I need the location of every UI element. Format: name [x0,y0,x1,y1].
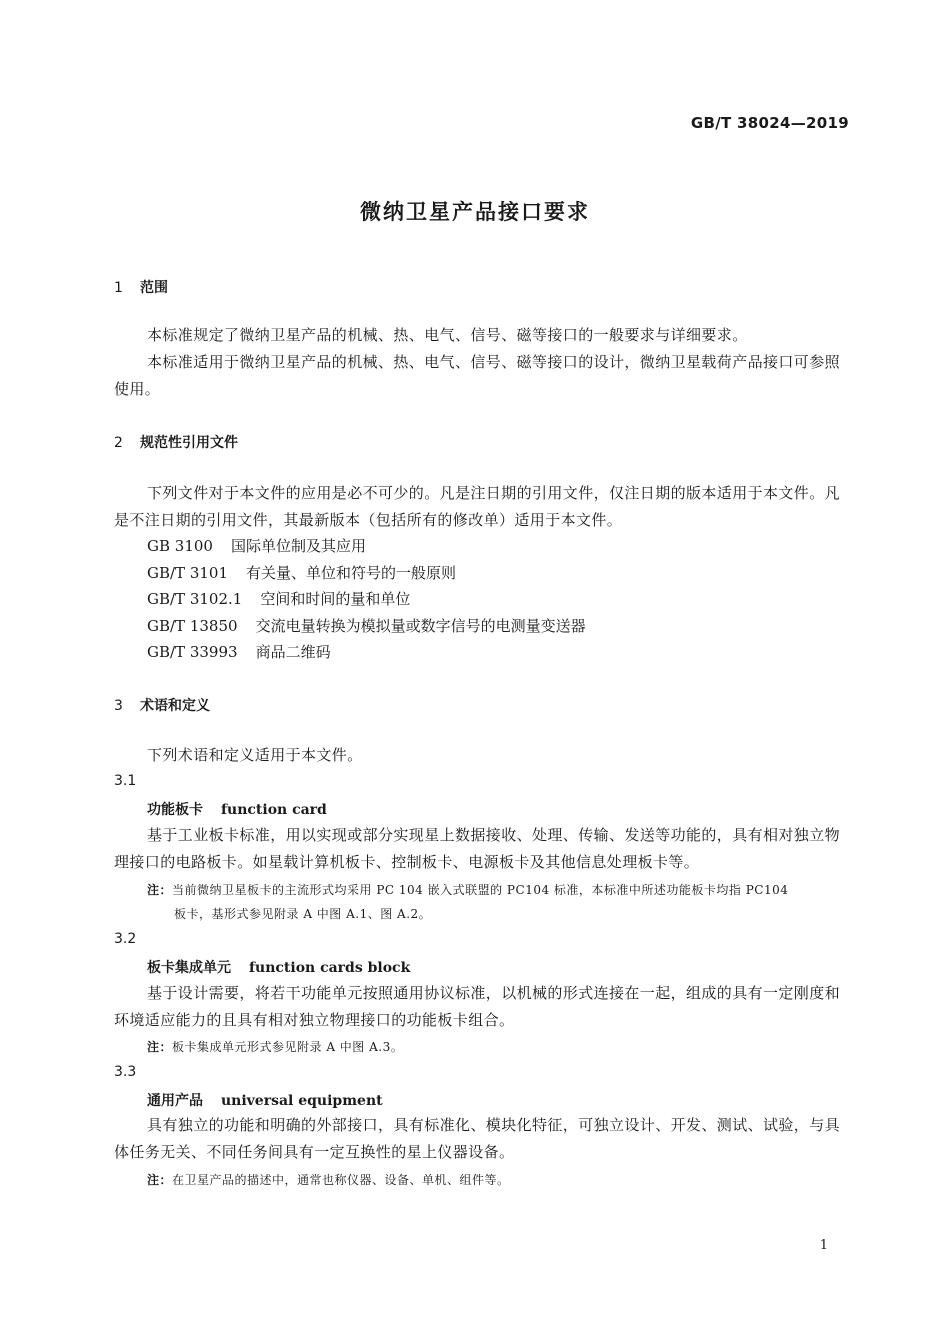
term-heading: 通用产品 universal equipment [147,1093,383,1109]
term-note: 注：当前微纳卫星板卡的主流形式均采用 PC 104 嵌入式联盟的 PC104 标准，本标准中所述功能板卡均指 PC104 板卡，基形式参见附录 A 中图 A.1、图 A.2。 [147,883,789,921]
section-2-paragraph-1: 下列文件对于本文件的应用是必不可少的。凡是注日期的引用文件，仅注日期的版本适用于本文件。凡是不注日期的引用文件，其最新版本（包括所有的修改单）适用于本文件。 [114,484,841,529]
reference-item: GB/T 33993 商品二维码 [147,643,331,661]
reference-item: GB 3100 国际单位制及其应用 [147,537,366,555]
section-3-heading: 3 术语和定义 [114,698,210,714]
reference-item: GB/T 13850 交流电量转换为模拟量或数字信号的电测量变送器 [147,617,586,635]
term-number: 3.3 [114,1064,137,1080]
term-number: 3.1 [114,773,137,789]
term-heading: 板卡集成单元 function cards block [147,960,411,976]
term-number: 3.2 [114,931,137,947]
document-title: 微纳卫星产品接口要求 [360,200,590,224]
section-1-paragraph-2: 本标准适用于微纳卫星产品的机械、热、电气、信号、磁等接口的设计，微纳卫星载荷产品接口可参照使用。 [114,353,841,398]
standard-number: GB/T 38024—2019 [690,114,849,132]
reference-item: GB/T 3102.1 空间和时间的量和单位 [147,590,411,608]
term-note: 注：板卡集成单元形式参见附录 A 中图 A.3。 [147,1040,404,1054]
section-1-paragraph-1: 本标准规定了微纳卫星产品的机械、热、电气、信号、磁等接口的一般要求与详细要求。 [147,326,748,344]
section-2-heading: 2 规范性引用文件 [114,435,238,451]
reference-item: GB/T 3101 有关量、单位和符号的一般原则 [147,564,457,582]
term-definition: 基于设计需要，将若干功能单元按照通用协议标准，以机械的形式连接在一起，组成的具有一定刚度和环境适应能力的且具有相对独立物理接口的功能板卡组合。 [114,984,841,1029]
term-definition: 基于工业板卡标准，用以实现或部分实现星上数据接收、处理、传输、发送等功能的，具有相对独立物理接口的电路板卡。如星载计算机板卡、控制板卡、电源板卡及其他信息处理板卡等。 [114,826,841,871]
section-1-heading: 1 范围 [114,280,168,296]
term-note: 注：在卫星产品的描述中，通常也称仪器、设备、单机、组件等。 [147,1173,510,1187]
section-3-paragraph-1: 下列术语和定义适用于本文件。 [147,746,363,764]
page-number: 1 [819,1238,828,1253]
term-heading: 功能板卡 function card [147,802,327,818]
term-definition: 具有独立的功能和明确的外部接口，具有标准化、模块化特征，可独立设计、开发、测试、试验，与具体任务无关、不同任务间具有一定互换性的星上仪器设备。 [114,1116,841,1161]
